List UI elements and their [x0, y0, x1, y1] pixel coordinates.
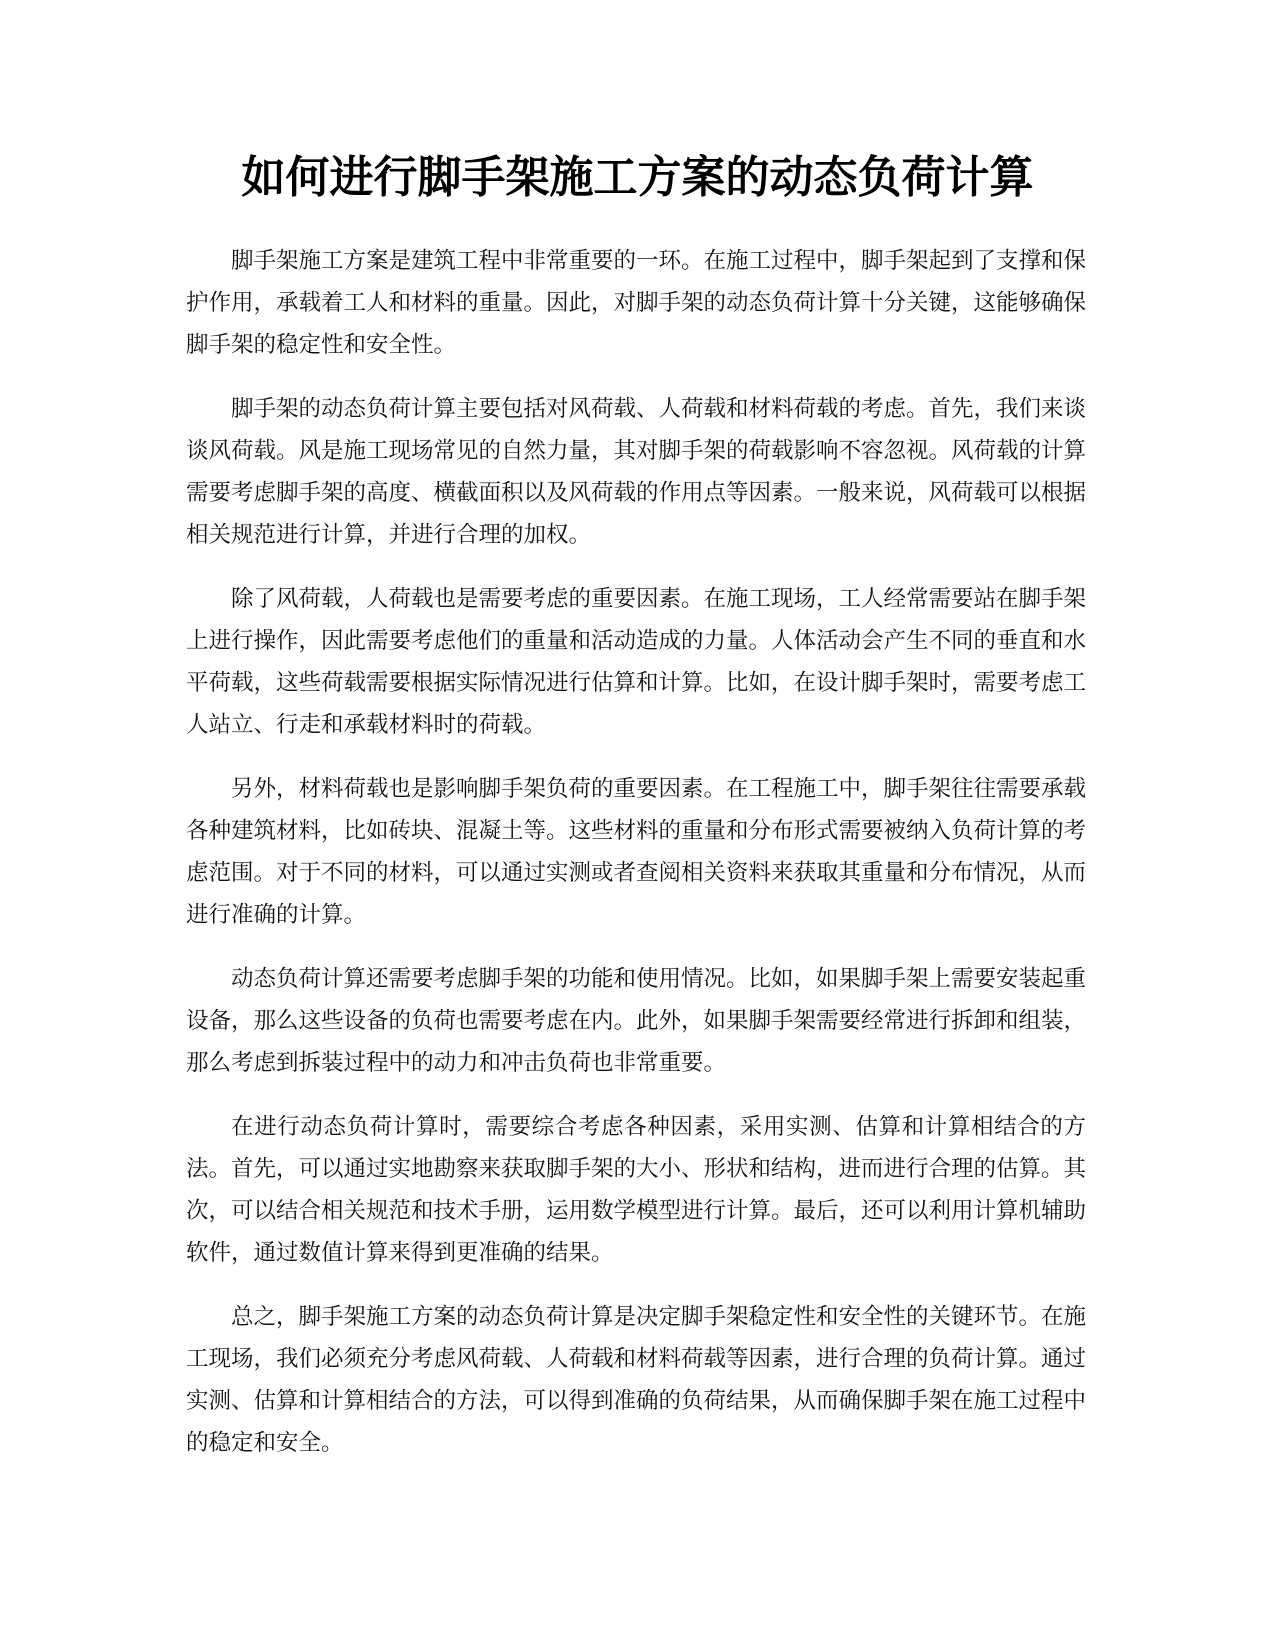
- document-body: [186, 240, 1086, 1486]
- paragraph: 脚手架施工方案是建筑工程中非常重要的一环。在施工过程中，脚手架起到了支撑和保护作用，承载着工人和材料的重量。因此，对脚手架的动态负荷计算十分关键，这能够确保脚手架的稳定性和安全性。: [186, 248, 1087, 358]
- paragraph: 动态负荷计算还需要考虑脚手架的功能和使用情况。比如，如果脚手架上需要安装起重设备，那么这些设备的负荷也需要考虑在内。此外，如果脚手架需要经常进行拆卸和组装，那么考虑到拆装过程中的动力和冲击负荷也非常重要。: [186, 966, 1087, 1076]
- paragraph: 总之，脚手架施工方案的动态负荷计算是决定脚手架稳定性和安全性的关键环节。在施工现场，我们必须充分考虑风荷载、人荷载和材料荷载等因素，进行合理的负荷计算。通过实测、估算和计算相结合的方法，可以得到准确的负荷结果，从而确保脚手架在施工过程中的稳定和安全。: [186, 1304, 1087, 1456]
- document-title: 如何进行脚手架施工方案的动态负荷计算: [241, 152, 1034, 203]
- paragraph: 另外，材料荷载也是影响脚手架负荷的重要因素。在工程施工中，脚手架往往需要承载各种建筑材料，比如砖块、混凝土等。这些材料的重量和分布形式需要被纳入负荷计算的考虑范围。对于不同的材料，可以通过实测或者查阅相关资料来获取其重量和分布情况，从而进行准确的计算。: [186, 776, 1087, 928]
- paragraph: 脚手架的动态负荷计算主要包括对风荷载、人荷载和材料荷载的考虑。首先，我们来谈谈风荷载。风是施工现场常见的自然力量，其对脚手架的荷载影响不容忽视。风荷载的计算需要考虑脚手架的高度、横截面积以及风荷载的作用点等因素。一般来说，风荷载可以根据相关规范进行计算，并进行合理的加权。: [186, 396, 1087, 548]
- paragraph: 除了风荷载，人荷载也是需要考虑的重要因素。在施工现场，工人经常需要站在脚手架上进行操作，因此需要考虑他们的重量和活动造成的力量。人体活动会产生不同的垂直和水平荷载，这些荷载需要根据实际情况进行估算和计算。比如，在设计脚手架时，需要考虑工人站立、行走和承载材料时的荷载。: [186, 586, 1087, 738]
- paragraph: 在进行动态负荷计算时，需要综合考虑各种因素，采用实测、估算和计算相结合的方法。首先，可以通过实地勘察来获取脚手架的大小、形状和结构，进而进行合理的估算。其次，可以结合相关规范和技术手册，运用数学模型进行计算。最后，还可以利用计算机辅助软件，通过数值计算来得到更准确的结果。: [186, 1114, 1087, 1266]
